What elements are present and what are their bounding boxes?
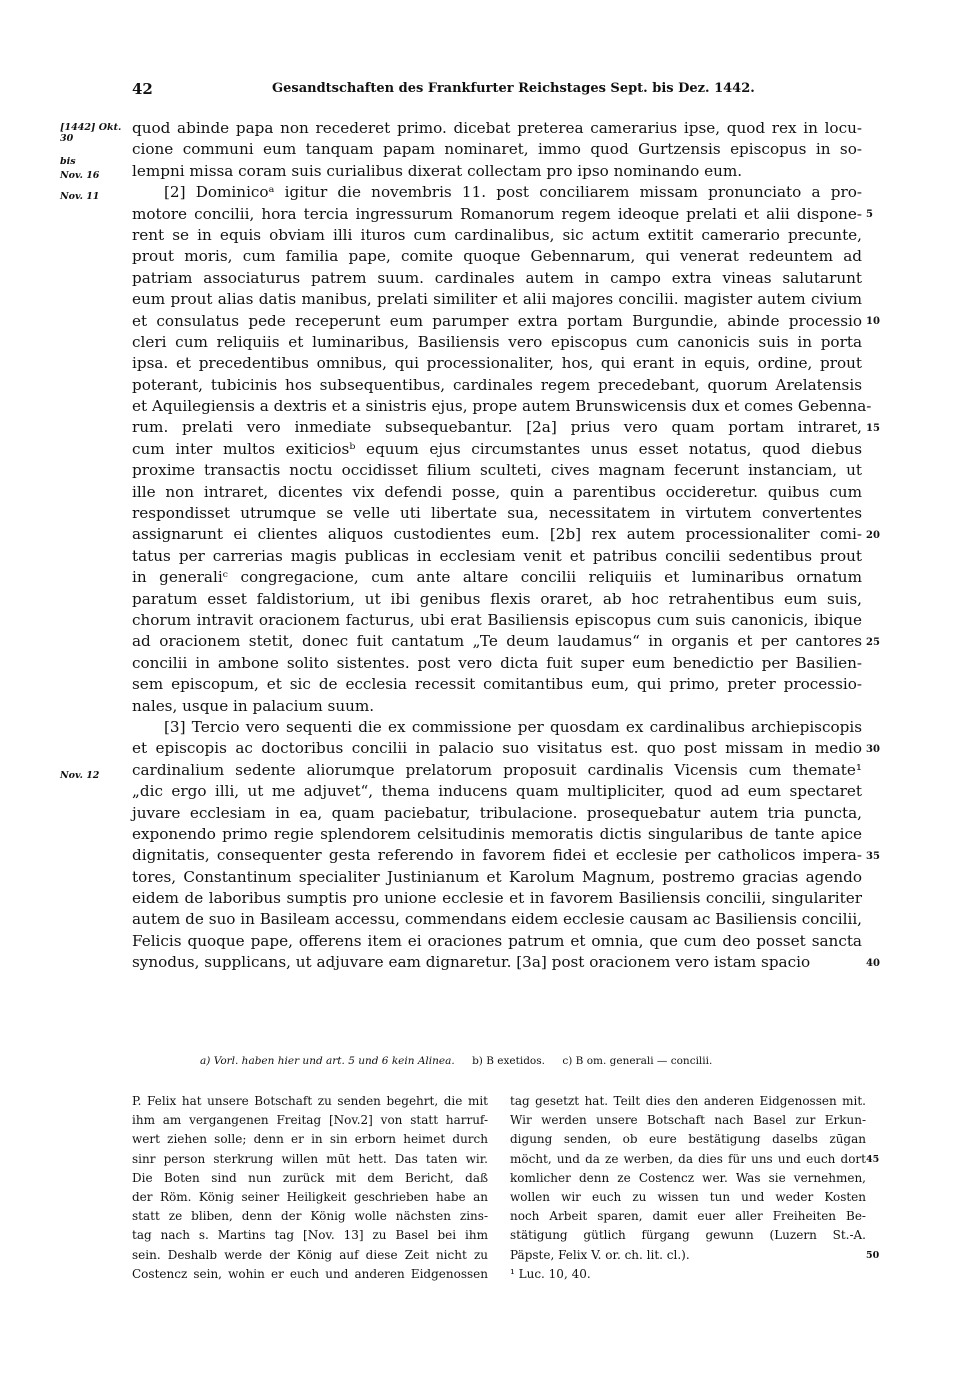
footnote-line: komlicher denn ze Costencz wer. Was sie vernehmen, [510, 1170, 866, 1185]
text-line: et episcopis ac doctoribus concilii in palacio suo visitatus est. quo post missam in medio [132, 739, 862, 758]
text-line: in generaliᶜ congregacione, cum ante altare concilii reliquiis et luminaribus ornatum [132, 568, 862, 587]
text-line: „dic ergo illi, ut me adjuvet“, thema inducens quam multipliciter, quod ad eum spectaret [132, 782, 862, 801]
line-number: 25 [866, 636, 880, 648]
text-line: chorum intravit oracionem facturus, ubi erat Basiliensis episcopus cum suis canonicis, ibique [132, 610, 862, 629]
text-line: et consulatus pede receperunt eum parumper extra portam Burgundie, abinde processio [132, 311, 862, 330]
text-line: Felicis quoque pape, offerens item ei oraciones patrum et omnia, que cum deo posset sancta [132, 931, 862, 950]
footnote-line: sinr person sterkrung willen mūt hett. Das taten wir. [132, 1151, 488, 1166]
footnote-line-number: 45 [866, 1153, 880, 1165]
margin-date: bis [60, 156, 76, 167]
text-line: autem de suo in Basileam accessu, commendans eidem ecclesie causam ac Basiliensis concilii, [132, 910, 862, 929]
text-line: concilii in ambone solito sistentes. post vero dicta fuit super eum benedictio per Basilien- [132, 653, 862, 672]
text-line: tores, Constantinum specialiter Justinianum et Karolum Magnum, postremo gracias agendo [132, 867, 862, 886]
footnote-line: möcht, und da ze werben, da dies für uns und euch dort [510, 1151, 866, 1166]
footnote-line: Päpste, Felix V. or. ch. lit. cl.). [510, 1247, 690, 1262]
text-line: eum prout alias datis manibus, prelati similiter et alii majores concilii. magister autem civium [132, 290, 862, 309]
line-number: 30 [866, 743, 880, 755]
text-line: juvare ecclesiam in ea, quam paciebatur, tribulacione. prosequebatur autem tria puncta, [132, 803, 862, 822]
text-line: prout moris, cum familia pape, comite quoque Gebennarum, qui venerat redeuntem ad [132, 247, 862, 266]
text-line: poterant, tubicinis hos subsequentibus, cardinales regem precedebant, quorum Arelatensis [132, 375, 862, 394]
footnote-line: wollen wir euch zu wissen tun und weder Kosten [510, 1189, 866, 1204]
apparatus-note-b: b) B exetidos. [472, 1055, 545, 1067]
critical-apparatus [200, 1055, 840, 1067]
text-line: patriam associaturus patrem suum. cardinales autem in campo extra vineas salutarunt [132, 268, 862, 287]
margin-date: Nov. 16 [60, 170, 100, 181]
text-line: quod abinde papa non recederet primo. dicebat preterea camerarius ipse, quod rex in locu- [132, 119, 862, 137]
text-line: rum. prelati vero inmediate subsequebantur. [2a] prius vero quam portam intraret, [132, 418, 862, 437]
text-line: [3] Tercio vero sequenti die ex commissione per quosdam ex cardinalibus archiepiscopis [164, 717, 862, 736]
line-number: 10 [866, 315, 880, 327]
apparatus-note-c: c) B om. generali — concilii. [562, 1055, 713, 1067]
text-line: et Aquilegiensis a dextris et a sinistris ejus, prope autem Brunswicensis dux et comes Gebenna- [132, 397, 872, 416]
text-line: exponendo primo regie splendorem celsitudinis memoratis dictis singularibus de tante apice [132, 824, 862, 843]
text-line: nales, usque in palacium suum. [132, 696, 375, 715]
text-line: ille non intraret, dicentes vix defendi posse, quin a parentibus occideretur. quibus cum [132, 482, 862, 501]
running-header [132, 80, 860, 102]
text-line: proxime transactis noctu occidisset filium sculteti, cives magnam fecerunt instanciam, ut [132, 461, 862, 480]
footnote-line: statt ze bliben, denn der König wolle nächsten zins- [132, 1209, 488, 1224]
footnote-line: tag gesetzt hat. Teilt dies den anderen Eidgenossen mit. [510, 1094, 866, 1108]
text-line: ipsa. et precedentibus omnibus, qui processionaliter, hos, qui erant in equis, ordine, prout [132, 354, 862, 373]
footnote-line: Costencz sein, wohin er euch und anderen Eidgenossen [132, 1266, 488, 1281]
text-line: lempni missa coram suis curialibus dixerat collectam pro ipso nominando eum. [132, 161, 743, 180]
page-number: 42 [132, 80, 153, 98]
footnote-line-number: 50 [866, 1249, 880, 1261]
footnote-line: wert ziehen solle; denn er in sin erborn heimet durch [132, 1132, 488, 1147]
text-line: synodus, supplicans, ut adjuvare eam dignaretur. [3a] post oracionem vero istam spacio [132, 953, 811, 972]
text-line: motore concilii, hora tercia ingressurum Romanorum regem ideoque prelati et alii dispone- [132, 204, 862, 223]
text-line: tatus per carrerias magis publicas in ecclesiam venit et patribus concilii sedentibus prout [132, 546, 862, 565]
line-number: 35 [866, 850, 880, 862]
text-line: cleri cum reliquiis et luminaribus, Basiliensis vero episcopus cum canonicis suis in porta [132, 332, 862, 351]
line-number: 5 [866, 208, 873, 220]
margin-date: [1442] Okt. 30 [60, 122, 122, 144]
footnote-line: P. Felix hat unsere Botschaft zu senden begehrt, die mit [132, 1094, 488, 1108]
text-line: paratum esset faldistorium, ut ibi genibus flexis oraret, ab hoc retrahentibus eum suis, [132, 589, 862, 608]
line-number: 40 [866, 957, 880, 969]
main-text [132, 118, 872, 974]
text-line: cione communi eum tanquam papam nominaret, immo quod Gurtzensis episcopus in so- [132, 140, 862, 159]
footnote-line: digung senden, ob eure bestätigung daselbs zūgan [510, 1132, 866, 1147]
text-line: eidem de laboribus sumptis pro unione ecclesie et in favorem Basiliensis concilii, singulariter [132, 889, 862, 908]
text-line: cardinalium sedente aliorumque prelatorum proposuit cardinalis Vicensis cum themate¹ [132, 760, 862, 779]
footnote-line: stätigung gütlich fürgang gewunn (Luzern St.-A. [510, 1228, 866, 1243]
text-line: respondisset utrumque se velle uti libertate sua, necessitatem in virtutem convertentes [132, 504, 862, 523]
line-number: 20 [866, 529, 880, 541]
apparatus-note-a: a) Vorl. haben hier und art. 5 und 6 kein Alinea. [200, 1055, 455, 1067]
line-number: 15 [866, 422, 880, 434]
text-line: cum inter multos exiticiosᵇ equum ejus circumstantes unus esset notatus, quod diebus [132, 439, 862, 458]
footnote-line: der Röm. König seiner Heiligkeit geschrieben habe an [132, 1189, 488, 1204]
text-line: [2] Dominicoᵃ igitur die novembris 11. post conciliarem missam pronunciato a pro- [164, 183, 862, 202]
text-line: assignarunt ei clientes aliquos custodientes eum. [2b] rex autem processionaliter comi- [132, 525, 862, 544]
footnote-line: tag nach s. Martins tag [Nov. 13] zu Basel bei ihm [132, 1228, 488, 1243]
footnote-line: ihm am vergangenen Freitag [Nov.2] von statt harruf- [132, 1113, 488, 1128]
footnote-column-right [510, 1092, 866, 1284]
footnote-line: noch Arbeit sparen, damit euer aller Freiheiten Be- [510, 1209, 866, 1224]
margin-date: Nov. 12 [60, 770, 100, 781]
footnote-column-left [132, 1092, 488, 1284]
footnote-line: ¹ Luc. 10, 40. [510, 1266, 591, 1281]
text-line: rent se in equis obviam illi ituros cum cardinalibus, sic actum extitit camerario precunte, [132, 225, 862, 244]
footnote-line: sein. Deshalb werde der König auf diese Zeit nicht zu [132, 1247, 488, 1262]
text-line: sem episcopum, et sic de ecclesia recessit comitantibus eum, qui primo, preter processio- [132, 675, 862, 694]
margin-date: Nov. 11 [60, 191, 100, 202]
text-line: dignitatis, consequenter gesta referendo in favorem fidei et ecclesie per catholicos impera- [132, 846, 862, 865]
footnote-line: Wir werden unsere Botschaft nach Basel zur Erkun- [510, 1113, 866, 1128]
text-line: ad oracionem stetit, donec fuit cantatum „Te deum laudamus“ in organis et per cantores [132, 632, 862, 651]
running-title: Gesandtschaften des Frankfurter Reichstages Sept. bis Dez. 1442. [272, 81, 755, 96]
footnote-line: Die Boten sind nun zurück mit dem Bericht, daß [132, 1170, 488, 1185]
